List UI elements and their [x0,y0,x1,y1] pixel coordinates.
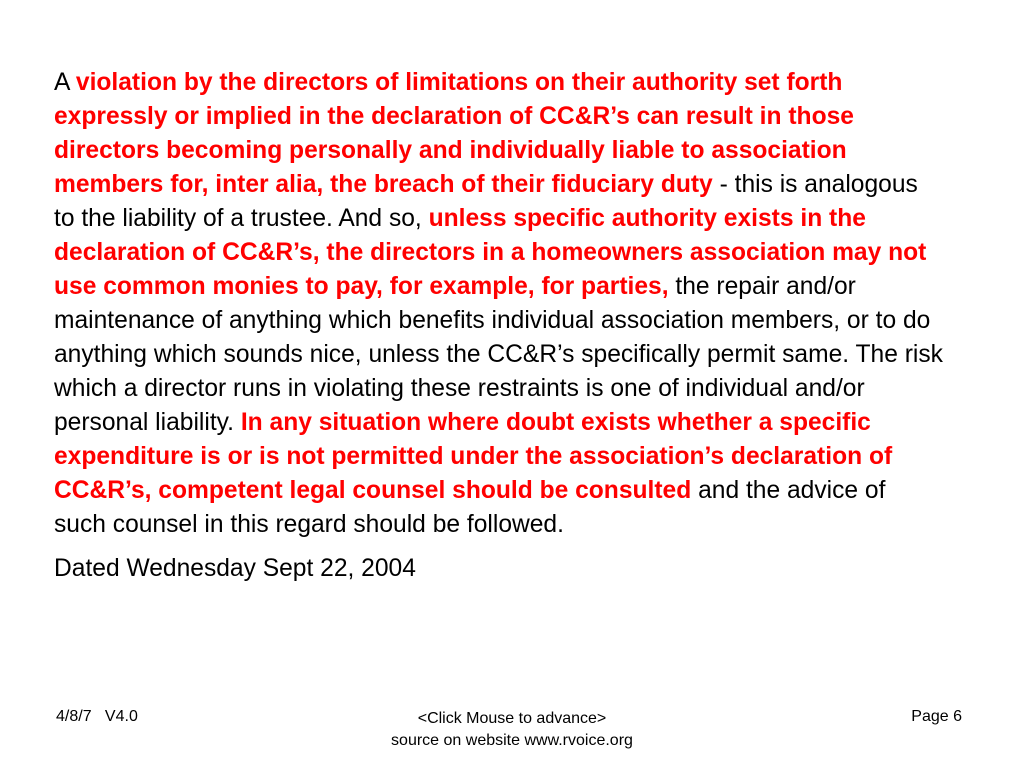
body-segment: and the advice of such counsel in this regard should be followed. [54,477,886,538]
page-number: Page 6 [911,708,962,725]
footer-date-version: 4/8/7 V4.0 [56,708,138,725]
slide-body [54,66,944,586]
body-segment-highlight: violation by the directors of limitations on their authority set forth expressly or implied in the declaration of CC&R’s can result in those directors becoming personally and individually liable to association members for, inter alia, the breach of their fiduciary duty [54,69,854,198]
body-segment: the repair and/or maintenance of anything which benefits individual association members, or to do anything which sounds nice, unless the CC&R’s specifically permit same. The risk which a director runs in violating these restraints is one of individual and/or personal liability. [54,273,943,436]
footer-center [262,708,762,752]
body-segment-highlight: In any situation where doubt exists whether a specific expenditure is or is not permitted under the association’s declaration of CC&R’s, competent legal counsel should be consulted [54,409,893,504]
body-segment-highlight: unless specific authority exists in the declaration of CC&R’s, the directors in a homeowners association may not use common monies to pay, for example, for parties, [54,205,927,300]
body-paragraph [54,66,944,542]
body-segment: - this is analogous to the liability of a trustee. And so, [54,171,918,232]
source-note: source on website www.rvoice.org [391,732,633,749]
advance-hint: <Click Mouse to advance> [417,710,607,727]
dated-line: Dated Wednesday Sept 22, 2004 [54,555,416,582]
body-segment: A [54,69,76,96]
